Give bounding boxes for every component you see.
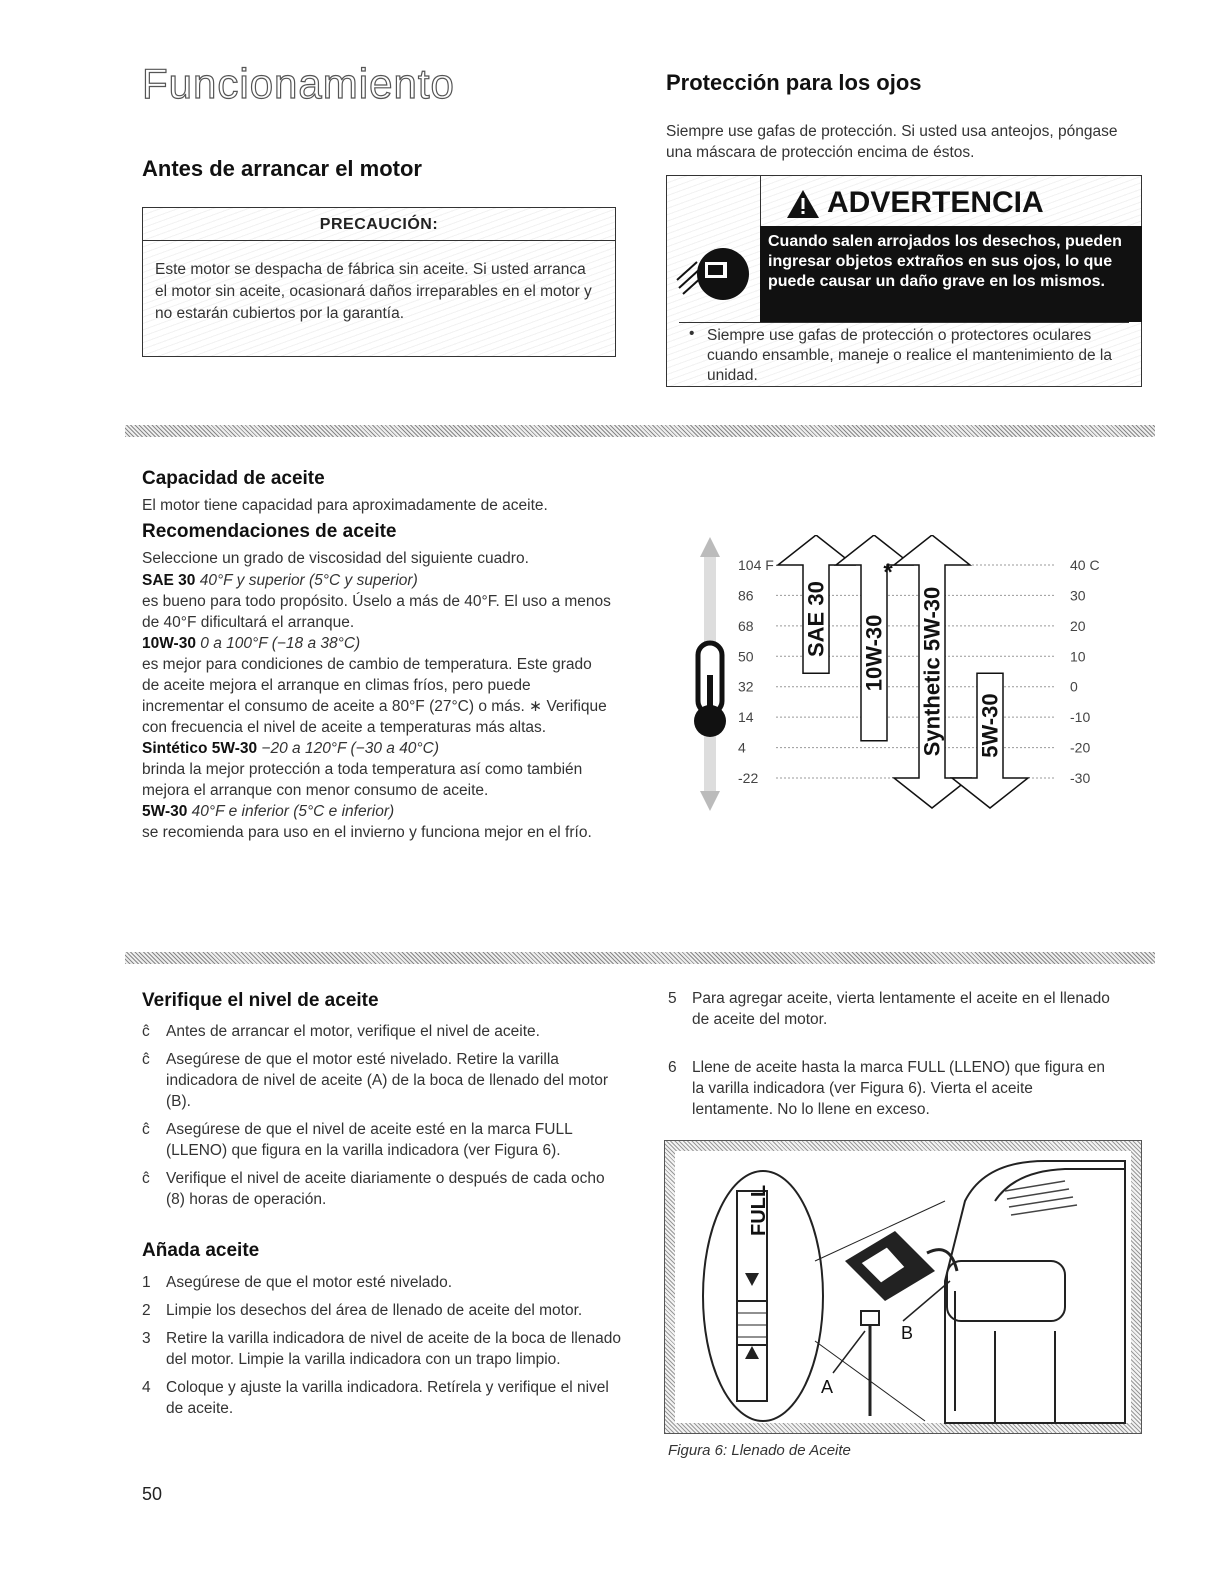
figure-6-caption: Figura 6: Llenado de Aceite bbox=[668, 1442, 851, 1459]
grade-range: 40°F e inferior (5°C e inferior) bbox=[191, 803, 395, 820]
check-oil-list bbox=[142, 1021, 622, 1217]
series-label: 5W-30 bbox=[977, 693, 1003, 758]
thermometer-icon bbox=[694, 537, 726, 811]
page-number: 50 bbox=[142, 1484, 163, 1504]
list-item: 3 Retire la varilla indicadora de nivel de aceite de la boca de llenado del motor. Limpie la varilla indicadora con un trapo limpio. bbox=[142, 1330, 621, 1368]
grade-desc: brinda la mejor protección a toda temperatura así como también mejora el arranque con menor consumo de aceite. bbox=[142, 761, 583, 799]
grade-name: 5W-30 bbox=[142, 803, 188, 820]
figure-6 bbox=[664, 1140, 1142, 1434]
oil-grade bbox=[142, 570, 612, 633]
list-item: 2 Limpie los desechos del área de llenado de aceite del motor. bbox=[142, 1302, 583, 1319]
list-item: ĉ Antes de arrancar el motor, verifique el nivel de aceite. bbox=[142, 1023, 540, 1040]
tick-label-c: 20 bbox=[1070, 617, 1086, 634]
eye-protection-icon bbox=[675, 238, 755, 308]
add-oil-steps-left bbox=[142, 1272, 622, 1426]
tick-label-f: 68 bbox=[738, 617, 754, 634]
grade-desc: es mejor para condiciones de cambio de temperatura. Este grado de aceite mejora el arranque en climas fríos, pero puede incrementar el consumo de aceite a 80°F (27°C) o más. ∗ Verifique con frecuencia el nivel de aceite a temperaturas más altas. bbox=[142, 656, 607, 736]
grade-name: SAE 30 bbox=[142, 572, 196, 589]
tick-label-c: 0 bbox=[1070, 678, 1078, 695]
tick-label-c: -30 bbox=[1070, 770, 1091, 786]
oil-grade bbox=[142, 633, 612, 738]
tick-label-c: 30 bbox=[1070, 587, 1086, 604]
caution-heading: PRECAUCIÓN: bbox=[143, 208, 615, 241]
oil-recommendations-intro: Seleccione un grado de viscosidad del siguiente cuadro. bbox=[142, 550, 529, 567]
tick-label-c: 10 bbox=[1070, 648, 1086, 665]
page-title: Funcionamiento bbox=[142, 60, 455, 107]
list-item: ĉ Asegúrese de que el nivel de aceite esté en la marca FULL (LLENO) que figura en la varilla indicadora (ver Figura 6). bbox=[142, 1121, 573, 1159]
warning-title: ADVERTENCIA bbox=[827, 186, 1044, 219]
eye-protection-text: Siempre use gafas de protección. Si usted usa anteojos, póngase una máscara de protección encima de éstos. bbox=[666, 123, 1118, 161]
warning-box bbox=[666, 175, 1142, 387]
oil-recommendations bbox=[142, 548, 612, 843]
grade-range: 0 a 100°F (−18 a 38°C) bbox=[200, 635, 361, 652]
grade-range: 40°F y superior (5°C y superior) bbox=[199, 572, 418, 589]
warning-triangle-icon bbox=[785, 188, 821, 220]
warning-bullet: • Siempre use gafas de protección o protectores oculares cuando ensamble, maneje o realice el mantenimiento de la unidad. bbox=[679, 322, 1129, 386]
add-oil-steps-right bbox=[668, 988, 1118, 1127]
grade-desc: se recomienda para uso en el invierno y funciona mejor en el frío. bbox=[142, 824, 592, 841]
list-item: 1 Asegúrese de que el motor esté nivelado. bbox=[142, 1274, 453, 1291]
tick-label-f: 14 bbox=[738, 709, 754, 726]
eye-protection-title: Protección para los ojos bbox=[666, 70, 922, 95]
before-start-title: Antes de arrancar el motor bbox=[142, 156, 422, 181]
warning-text: Cuando salen arrojados los desechos, pueden ingresar objetos extraños en sus ojos, lo que puede causar un daño grave en los mismos. bbox=[760, 226, 1142, 322]
add-oil-title: Añada aceite bbox=[142, 1240, 260, 1261]
oil-grade bbox=[142, 738, 612, 801]
caution-box bbox=[142, 207, 616, 357]
oil-recommendations-title: Recomendaciones de aceite bbox=[142, 521, 397, 542]
series-label: 10W-30 bbox=[861, 614, 887, 692]
caution-text: Este motor se despacha de fábrica sin aceite. Si usted arranca el motor sin aceite, ocasionará daños irreparables en el motor y no estarán cubiertos por la garantía. bbox=[155, 261, 592, 322]
tick-label-f: 50 bbox=[738, 648, 754, 665]
section-separator bbox=[125, 425, 1155, 437]
label-a: A bbox=[821, 1377, 834, 1397]
list-item: ĉ Verifique el nivel de aceite diariamente o después de cada ocho (8) horas de operación. bbox=[142, 1170, 605, 1208]
list-item: ĉ Asegúrese de que el motor esté nivelado. Retire la varilla indicadora de nivel de aceite (A) de la boca de llenado del motor (B). bbox=[142, 1051, 609, 1110]
tick-label-c: 40 C bbox=[1070, 557, 1100, 573]
viscosity-chart bbox=[676, 535, 1116, 835]
tick-label-c: -10 bbox=[1070, 709, 1091, 726]
series-label: Synthetic 5W-30 bbox=[919, 586, 945, 757]
tick-label-f: 4 bbox=[738, 739, 746, 756]
tick-label-f: 86 bbox=[738, 587, 754, 604]
tick-label-f: -22 bbox=[738, 770, 759, 786]
asterisk-marker: * bbox=[883, 559, 893, 587]
oil-capacity-text: El motor tiene capacidad para aproximadamente de aceite. bbox=[142, 497, 548, 514]
grade-name: 10W-30 bbox=[142, 635, 196, 652]
dipstick-full-label: FULL bbox=[748, 1184, 770, 1236]
grade-range: −20 a 120°F (−30 a 40°C) bbox=[261, 740, 439, 757]
section-separator bbox=[125, 952, 1155, 964]
grade-name: Sintético 5W-30 bbox=[142, 740, 258, 757]
check-oil-title: Verifique el nivel de aceite bbox=[142, 990, 379, 1011]
tick-label-f: 32 bbox=[738, 678, 754, 695]
tick-label-c: -20 bbox=[1070, 739, 1091, 756]
grade-desc: es bueno para todo propósito. Úselo a más de 40°F. El uso a menos de 40°F dificultará el arranque. bbox=[142, 593, 611, 631]
oil-capacity-title: Capacidad de aceite bbox=[142, 468, 325, 489]
list-item: 5 Para agregar aceite, vierta lentamente el aceite en el llenado de aceite del motor. bbox=[668, 990, 1110, 1028]
list-item: 4 Coloque y ajuste la varilla indicadora. Retírela y verifique el nivel de aceite. bbox=[142, 1379, 609, 1417]
oil-grade bbox=[142, 801, 612, 843]
tick-label-f: 104 F bbox=[738, 557, 774, 573]
list-item: 6 Llene de aceite hasta la marca FULL (LLENO) que figura en la varilla indicadora (ver Figura 6). Vierta el aceite lentamente. No lo llene en exceso. bbox=[668, 1059, 1105, 1118]
series-label: SAE 30 bbox=[803, 581, 829, 658]
label-b: B bbox=[901, 1323, 914, 1343]
oil-fill-illustration bbox=[665, 1141, 1141, 1433]
